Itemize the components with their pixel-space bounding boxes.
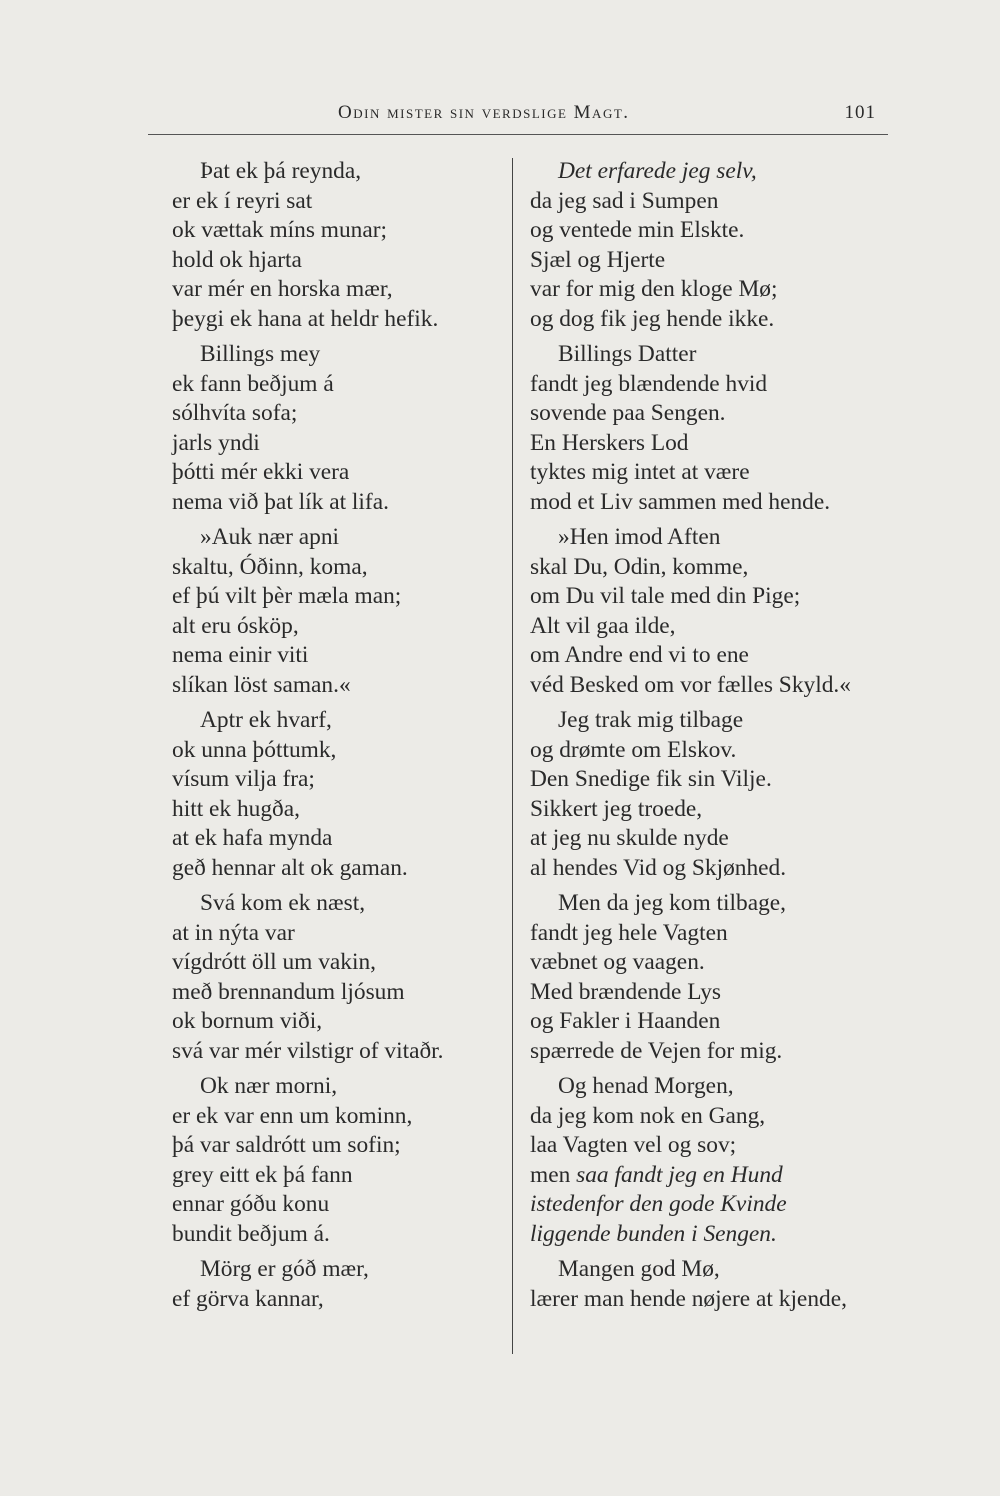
verse-line: og ventede min Elskte. [530, 217, 745, 243]
verse-line: sovende paa Sengen. [530, 400, 726, 426]
old-norse-stanza [172, 889, 502, 1066]
verse-line: laa Vagten vel og sov; [530, 1132, 737, 1158]
verse-line: Billings mey [200, 341, 321, 367]
running-title: Odin mister sin verdslige Magt. [338, 102, 630, 123]
verse-line: om Du vil tale med din Pige; [530, 583, 801, 609]
danish-stanza [530, 1072, 900, 1249]
verse-line: Billings Datter [558, 341, 697, 367]
danish-stanza [530, 523, 900, 700]
verse-line: og Fakler i Haanden [530, 1008, 721, 1034]
danish-translation-column [530, 157, 900, 1320]
verse-line: men saa fandt jeg en Hund [530, 1161, 783, 1188]
verse-line: En Herskers Lod [530, 429, 689, 456]
verse-line: mod et Liv sammen med hende. [530, 488, 831, 515]
verse-line: véd Besked om vor fælles Skyld.« [530, 671, 851, 698]
danish-stanza [530, 706, 900, 883]
verse-line: ennar góðu konu [172, 1191, 330, 1217]
old-norse-column [172, 157, 502, 1320]
verse-line: Det erfarede jeg selv, [558, 158, 757, 184]
verse-line: Þat ek þá reynda, [200, 158, 362, 184]
old-norse-stanza [172, 1072, 502, 1249]
verse-line: Mörg er góð mær, [200, 1256, 369, 1282]
verse-line: ok bornum viði, [172, 1008, 323, 1034]
verse-line: at ek hafa mynda [172, 825, 333, 851]
verse-line: hitt ek hugða, [172, 795, 300, 822]
verse-line: at in nýta var [172, 919, 295, 946]
verse-line: Og henad Morgen, [558, 1073, 734, 1099]
verse-line: liggende bunden i Sengen. [530, 1220, 777, 1247]
verse-line: vísum vilja fra; [172, 766, 315, 792]
verse-line: og drømte om Elskov. [530, 736, 737, 763]
verse-line: fandt jeg hele Vagten [530, 919, 728, 946]
verse-line: með brennandum ljósum [172, 978, 405, 1005]
verse-line: ek fann beðjum á [172, 370, 334, 397]
verse-line: spærrede de Vejen for mig. [530, 1037, 783, 1064]
old-norse-stanza [172, 157, 502, 334]
page-number: 101 [844, 102, 876, 123]
verse-line: þá var saldrótt um sofin; [172, 1132, 401, 1158]
verse-line: er ek var enn um kominn, [172, 1102, 413, 1129]
verse-line: skaltu, Óðinn, koma, [172, 553, 368, 580]
danish-stanza [530, 157, 900, 334]
verse-line: svá var mér vilstigr of vitaðr. [172, 1037, 444, 1064]
verse-line: væbnet og vaagen. [530, 949, 705, 975]
verse-line: skal Du, Odin, komme, [530, 553, 749, 580]
verse-line: nema við þat lík at lifa. [172, 488, 389, 515]
danish-stanza [530, 889, 900, 1066]
verse-line: om Andre end vi to ene [530, 642, 749, 668]
verse-line: jarls yndi [172, 429, 260, 456]
verse-line: Alt vil gaa ilde, [530, 612, 676, 639]
verse-line: vígdrótt öll um vakin, [172, 949, 377, 975]
verse-line: al hendes Vid og Skjønhed. [530, 854, 787, 881]
verse-line: »Hen imod Aften [558, 524, 721, 550]
verse-line: tyktes mig intet at være [530, 459, 750, 485]
verse-line: lærer man hende nøjere at kjende, [530, 1285, 847, 1312]
verse-line: Den Snedige fik sin Vilje. [530, 766, 772, 792]
verse-line: da jeg kom nok en Gang, [530, 1102, 766, 1129]
verse-line: Men da jeg kom tilbage, [558, 890, 787, 916]
verse-line: Aptr ek hvarf, [200, 707, 332, 733]
verse-line: grey eitt ek þá fann [172, 1161, 353, 1188]
verse-line: fandt jeg blændende hvid [530, 370, 768, 397]
old-norse-stanza [172, 523, 502, 700]
verse-line: »Auk nær apni [200, 524, 340, 550]
verse-line: Sikkert jeg troede, [530, 795, 703, 822]
verse-line: slíkan löst saman.« [172, 671, 351, 698]
verse-line: ef þú vilt þèr mæla man; [172, 583, 402, 609]
verse-line: sólhvíta sofa; [172, 400, 298, 426]
verse-line: ef görva kannar, [172, 1285, 324, 1312]
verse-line: bundit beðjum á. [172, 1220, 330, 1247]
verse-line: Mangen god Mø, [558, 1256, 720, 1282]
verse-line: og dog fik jeg hende ikke. [530, 305, 775, 332]
verse-line: istedenfor den gode Kvinde [530, 1191, 787, 1217]
verse-line: Sjæl og Hjerte [530, 246, 666, 273]
verse-line: Med brændende Lys [530, 978, 721, 1005]
verse-line: ok vættak míns munar; [172, 217, 388, 243]
old-norse-stanza [172, 340, 502, 517]
verse-line: da jeg sad i Sumpen [530, 187, 719, 214]
verse-line: ok unna þóttumk, [172, 736, 337, 763]
verse-line: hold ok hjarta [172, 246, 302, 273]
verse-line: var mér en horska mær, [172, 276, 393, 302]
old-norse-stanza [172, 706, 502, 883]
verse-line: er ek í reyri sat [172, 187, 313, 214]
verse-line: þótti mér ekki vera [172, 459, 350, 485]
verse-line: Ok nær morni, [200, 1073, 338, 1099]
verse-line: geð hennar alt ok gaman. [172, 854, 408, 881]
column-divider [512, 158, 513, 1354]
verse-line: nema einir viti [172, 642, 309, 668]
verse-line: at jeg nu skulde nyde [530, 825, 729, 851]
verse-line: var for mig den kloge Mø; [530, 276, 778, 302]
running-header [148, 100, 888, 135]
verse-line: þeygi ek hana at heldr hefik. [172, 305, 439, 332]
verse-line: alt eru ósköp, [172, 612, 299, 639]
danish-stanza [530, 340, 900, 517]
verse-line: Jeg trak mig tilbage [558, 707, 744, 733]
verse-line: Svá kom ek næst, [200, 890, 366, 916]
old-norse-stanza [172, 1255, 502, 1314]
danish-stanza [530, 1255, 900, 1314]
